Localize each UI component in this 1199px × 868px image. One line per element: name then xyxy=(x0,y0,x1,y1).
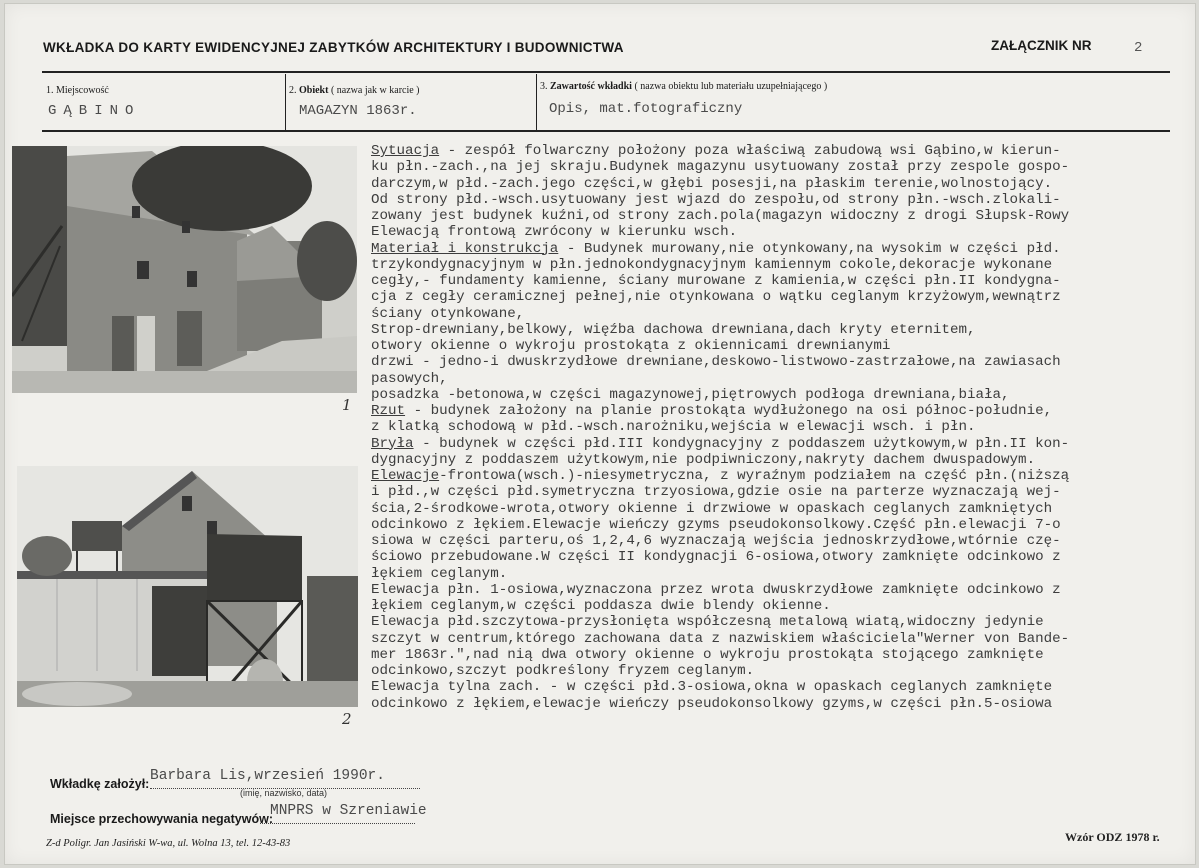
description-line xyxy=(371,517,1197,533)
description-line-text: i płd.,w części płd.symetryczna trzyosiowa,gdzie osie na parterze wyznaczają wej- xyxy=(371,484,1061,501)
description-line-text: drzwi - jedno-i dwuskrzydłowe drewniane,deskowo-listwowo-zastrzałowe,na zawiasach xyxy=(371,354,1061,371)
storage-label: Miejsce przechowywania negatywów: xyxy=(50,812,273,826)
locality-value: GĄBINO xyxy=(48,103,141,119)
description-line xyxy=(371,354,1197,370)
description-line-text: odcinkowo z łękiem.Elewacje wieńczy gzyms pseudokonsolkowy.Część płn.elewacji 7-o xyxy=(371,516,1061,533)
description-line-text: dygnacyjny z poddaszem użytkowym,nie podpiwniczony,nakryty dachem dwuspadowym. xyxy=(371,451,1036,468)
header-rule-bottom xyxy=(42,130,1170,132)
description-line-text: cegły,- fundamenty kamienne, ściany murowane z kamienia,w części płn.II kondygna- xyxy=(371,273,1061,289)
field-divider-1 xyxy=(285,74,286,130)
description-line xyxy=(371,549,1197,565)
description-line xyxy=(371,387,1197,403)
annex-number: 2 xyxy=(1134,40,1143,56)
annex-label: ZAŁĄCZNIK NR xyxy=(991,38,1092,53)
photo-1-number: 1 xyxy=(342,396,352,414)
description-line-text: otwory okienne o wykroju prostokąta z okiennicami drewnianymi xyxy=(371,338,891,354)
description-line xyxy=(371,192,1197,208)
description-line-text: Elewacja płd.szczytowa-przysłonięta współczesną metalową wiatą,widoczny jedynie xyxy=(371,614,1044,631)
content-value: Opis, mat.fotograficzny xyxy=(549,101,743,117)
description-line-text: - budynek założony na planie prostokąta wydłużonego na osi północ-południe, xyxy=(405,403,1053,419)
description-line-text: odcinkowo,szczyt podkreślony fryzem ceglanym. xyxy=(371,663,755,679)
description-line xyxy=(371,403,1197,419)
description-line-text: ścia,2-środkowe-wrota,otwory okienne i drzwiowe w opaskach ceglanych zamkniętych xyxy=(371,500,1053,517)
description-line-text: szczyt w centrum,którego zachowana data z nazwiskiem właściciela"Werner von Bande- xyxy=(371,630,1070,647)
description-line-text: cja z cegły ceramicznej pełnej,nie otynkowana o wątku ceglanym krzyżowym,wewnątrz xyxy=(371,289,1061,306)
header-rule-top xyxy=(42,71,1170,73)
description-line xyxy=(371,679,1197,695)
photo-2-number: 2 xyxy=(342,710,352,728)
field-divider-2 xyxy=(536,74,537,130)
description-line xyxy=(371,696,1197,712)
form-reference: Wzór ODZ 1978 r. xyxy=(1065,830,1160,844)
description-line xyxy=(371,598,1197,614)
description-line xyxy=(371,289,1197,305)
insert-author-value: Barbara Lis,wrzesień 1990r. xyxy=(150,768,385,784)
description-line xyxy=(371,306,1197,322)
description-line xyxy=(371,371,1197,387)
object-label: 2. Obiekt ( nazwa jak w karcie ) xyxy=(289,85,420,96)
description-line xyxy=(371,614,1197,630)
section-heading: Materiał i konstrukcja xyxy=(371,240,559,257)
description-line-text: siowa w części parteru,oś 1,2,4,6 wyznaczają wejścia jednoskrzydłowe,wtórnie czę- xyxy=(371,533,1061,549)
description-line xyxy=(371,159,1197,175)
description-line xyxy=(371,257,1197,273)
description-line xyxy=(371,582,1197,598)
locality-label: 1. Miejscowość xyxy=(46,85,109,96)
description-line xyxy=(371,501,1197,517)
description-line xyxy=(371,208,1197,224)
description-line xyxy=(371,241,1197,257)
description-line xyxy=(371,143,1197,159)
description-line-text: łękiem ceglanym,w części poddasza dwie blendy okienne. xyxy=(371,598,831,614)
description-line-text: Strop-drewniany,belkowy, więźba dachowa drewniana,dach kryty eternitem, xyxy=(371,321,976,338)
description-line-text: zowany jest budynek kuźni,od strony zach.pola(magazyn widoczny z drogi Słupsk-Rowy xyxy=(371,208,1070,224)
description-line-text: ku płn.-zach.,na jej skraju.Budynek magazynu usytuowany został przy zespole gospo- xyxy=(371,159,1070,176)
description-line-text: - budynek w części płd.III kondygnacyjny z poddaszem użytkowym,w płn.II kon- xyxy=(413,435,1070,452)
description-line-text: - Budynek murowany,nie otynkowany,na wysokim w części płd. xyxy=(558,240,1061,257)
insert-author-label: Wkładkę założył: xyxy=(50,777,150,791)
description-line-text: darczym,w płd.-zach.jego części,w głębi posesji,na płaskim terenie,wolnostojący. xyxy=(371,175,1053,192)
description-line xyxy=(371,533,1197,549)
insert-author-hint: (imię, nazwisko, data) xyxy=(240,788,328,798)
description-line xyxy=(371,176,1197,192)
description-line-text: pasowych, xyxy=(371,370,448,387)
description-text xyxy=(371,143,1197,712)
description-line xyxy=(371,647,1197,663)
description-line-text: z klatką schodową w płd.-wsch.narożniku,wejścia w elewacji wsch. i płn. xyxy=(371,419,976,436)
description-line-text: ściowo przebudowane.W części II kondygnacji 6-osiowa,otwory zamknięte odcinkowo z xyxy=(371,549,1061,566)
description-line xyxy=(371,273,1197,289)
description-line-text: Elewacja tylna zach. - w części płd.3-osiowa,okna w opaskach ceglanych zamknięte xyxy=(371,679,1053,696)
section-heading: Rzut xyxy=(371,403,406,419)
description-line-text: trzykondygnacyjnym w płn.jednokondygnacyjnym kamiennym cokole,dekoracje wykonane xyxy=(371,256,1053,273)
description-line-text: mer 1863r.",nad nią dwa otwory okienne o wykroju prostokąta stojącego zamknięte xyxy=(371,646,1044,663)
description-line xyxy=(371,484,1197,500)
description-line xyxy=(371,436,1197,452)
printer-info: Z-d Poligr. Jan Jasiński W-wa, ul. Wolna 13, tel. 12-43-83 xyxy=(46,838,291,849)
description-line xyxy=(371,338,1197,354)
photo-building-gable-view xyxy=(17,466,358,707)
description-line-text: odcinkowo z łękiem,elewacje wieńczy pseudokonsolkowy gzyms,w części płn.5-osiowa xyxy=(371,695,1053,712)
description-line xyxy=(371,468,1197,484)
object-value: MAGAZYN 1863r. xyxy=(299,103,417,119)
description-line-text: - zespół folwarczny położony poza właściwą zabudową wsi Gąbino,w kierun- xyxy=(439,143,1061,159)
description-line xyxy=(371,419,1197,435)
description-line xyxy=(371,224,1197,240)
description-line-text: Elewacja płn. 1-osiowa,wyznaczona przez wrota dwuskrzydłowe zamknięte odcinkowo z xyxy=(371,581,1061,598)
photo-building-street-view xyxy=(12,146,357,393)
description-line-text: Elewacją frontową zwrócony w kierunku wsch. xyxy=(371,224,738,241)
description-line xyxy=(371,631,1197,647)
description-line xyxy=(371,566,1197,582)
section-heading: Bryła xyxy=(371,435,414,452)
storage-dotline xyxy=(260,823,415,824)
description-line-text: ściany otynkowane, xyxy=(371,305,525,322)
description-line xyxy=(371,322,1197,338)
form-title: WKŁADKA DO KARTY EWIDENCYJNEJ ZABYTKÓW ARCHITEKTURY I BUDOWNICTWA xyxy=(43,40,624,55)
section-heading: Sytuacja xyxy=(371,143,440,159)
inventory-card xyxy=(4,3,1196,865)
description-line xyxy=(371,663,1197,679)
storage-value: MNPRS w Szreniawie xyxy=(270,803,427,819)
content-label: 3. Zawartość wkładki ( nazwa obiektu lub materiału uzupełniającego ) xyxy=(540,81,828,92)
description-line-text: Od strony płd.-wsch.usytuowany jest wjazd do zespołu,od strony płn.-wsch.zlokali- xyxy=(371,191,1061,208)
description-line-text: posadzka -betonowa,w części magazynowej,piętrowych podłoga drewniana,biała, xyxy=(371,386,1010,403)
description-line-text: -frontowa(wsch.)-niesymetryczna, z wyraźnym podziałem na część płn.(niższą xyxy=(439,468,1070,484)
section-heading: Elewacje xyxy=(371,468,440,484)
description-line xyxy=(371,452,1197,468)
description-line-text: łękiem ceglanym. xyxy=(371,565,508,582)
